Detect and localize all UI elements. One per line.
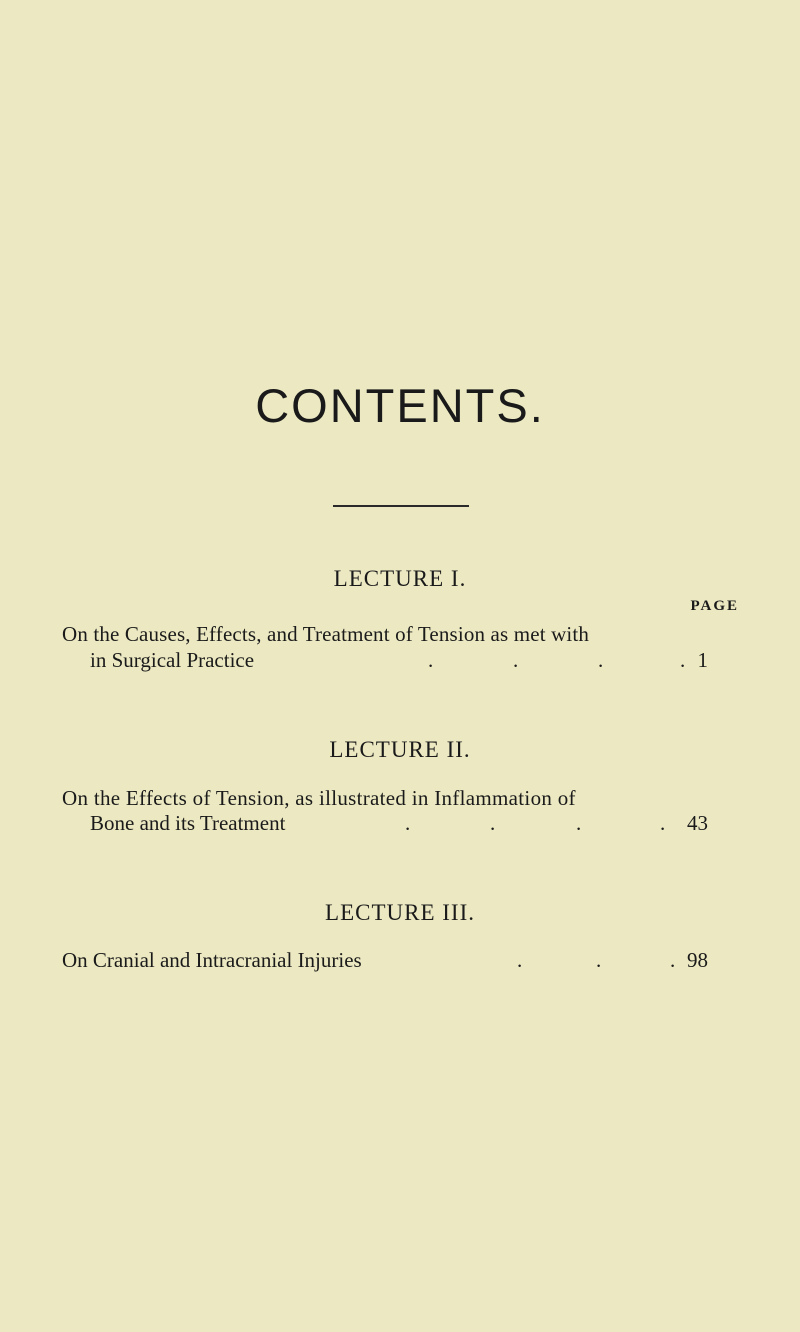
lecture-1-page-number: 1 bbox=[697, 648, 708, 672]
lecture-2-page-number: 43 bbox=[687, 811, 708, 835]
leader-dot: . bbox=[598, 648, 604, 672]
leader-dot: . bbox=[670, 948, 676, 972]
page-title: CONTENTS. bbox=[255, 379, 545, 432]
leader-dot: . bbox=[405, 811, 411, 835]
lecture-1-title-line-1: On the Causes, Effects, and Treatment of Tension as met with bbox=[62, 622, 590, 646]
leader-dot: . bbox=[517, 948, 523, 972]
lecture-1-heading: LECTURE I. bbox=[333, 566, 467, 591]
leader-dot: . bbox=[428, 648, 434, 672]
leader-dot: . bbox=[660, 811, 666, 835]
lecture-2-title-line-2: Bone and its Treatment bbox=[90, 811, 286, 835]
title-divider bbox=[333, 505, 469, 507]
lecture-2-heading: LECTURE II. bbox=[329, 737, 471, 762]
page-column-label: PAGE bbox=[690, 598, 739, 614]
lecture-3-page-number: 98 bbox=[687, 948, 708, 972]
lecture-3-heading: LECTURE III. bbox=[325, 900, 475, 925]
lecture-2-title-line-1: On the Effects of Tension, as illustrated in Inflammation of bbox=[62, 786, 576, 810]
lecture-1-title-line-2: in Surgical Practice bbox=[90, 648, 255, 672]
leader-dot: . bbox=[680, 648, 686, 672]
leader-dot: . bbox=[576, 811, 582, 835]
leader-dot: . bbox=[490, 811, 496, 835]
lecture-3-title-line-1: On Cranial and Intracranial Injuries bbox=[62, 948, 362, 972]
leader-dot: . bbox=[596, 948, 602, 972]
leader-dot: . bbox=[513, 648, 519, 672]
